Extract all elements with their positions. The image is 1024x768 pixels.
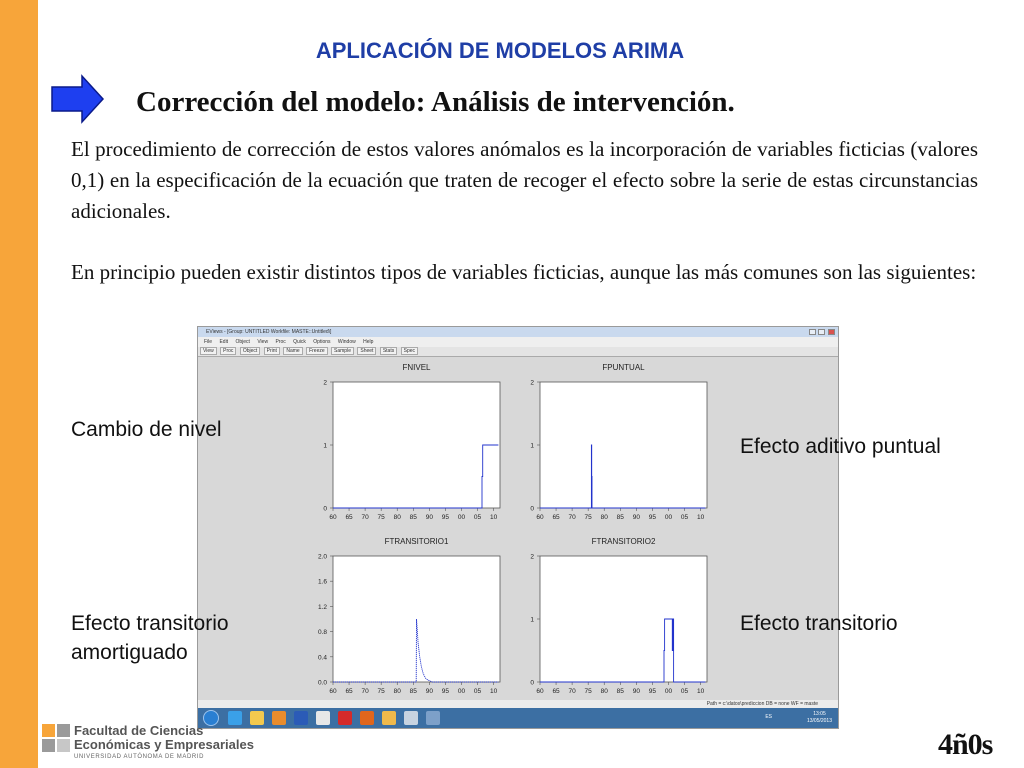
faculty-logo-icon — [42, 724, 70, 752]
app-icon[interactable] — [426, 711, 440, 725]
university-name: UNIVERSIDAD AUTÓNOMA DE MADRID — [74, 754, 205, 760]
x-tick-label: 10 — [489, 688, 498, 695]
x-tick-label: 65 — [345, 514, 353, 521]
x-tick-label: 75 — [377, 514, 385, 521]
x-tick-label: 80 — [600, 688, 608, 695]
x-tick-label: 80 — [600, 514, 608, 521]
x-tick-label: 60 — [329, 514, 337, 521]
y-tick-label: 2 — [323, 379, 327, 387]
chart-plot-area — [333, 382, 500, 508]
y-tick-label: 0 — [323, 505, 327, 513]
chart-title: FTRANSITORIO1 — [384, 537, 449, 546]
body-paragraph-2: En principio pueden existir distintos tipos de variables ficticias, aunque las más comunes son las siguientes: — [71, 260, 977, 284]
x-tick-label: 85 — [409, 688, 417, 695]
toolbar-stats-button[interactable]: Stats — [380, 347, 397, 355]
acrobat-icon[interactable] — [316, 711, 330, 725]
toolbar-object-button[interactable]: Object — [240, 347, 260, 355]
x-tick-label: 10 — [696, 514, 705, 521]
menu-object[interactable]: Object — [235, 339, 250, 345]
menu-view[interactable]: View — [257, 339, 269, 345]
x-tick-label: 70 — [361, 688, 369, 695]
slide-subtitle: Corrección del modelo: Análisis de intervención. — [136, 86, 735, 118]
x-tick-label: 75 — [584, 688, 592, 695]
x-tick-label: 95 — [648, 514, 657, 521]
body-paragraph-1: El procedimiento de corrección de estos valores anómalos es la incorporación de variables ficticias (valores 0,1) en la especificación de la ecuación que traten de recoger el efecto sobre la serie de estas circunstancias adicionales. — [71, 137, 978, 223]
chart-title: FNIVEL — [402, 363, 431, 372]
slide-heading: APLICACIÓN DE MODELOS ARIMA — [315, 38, 685, 63]
minimize-button[interactable] — [809, 329, 816, 335]
y-tick-label: 1 — [530, 616, 534, 624]
ie-icon[interactable] — [228, 711, 242, 725]
x-tick-label: 05 — [680, 514, 689, 521]
media-icon[interactable] — [272, 711, 286, 725]
x-tick-label: 65 — [345, 688, 353, 695]
eviews-window — [197, 326, 839, 729]
y-tick-label: 2.0 — [317, 553, 327, 561]
y-tick-label: 0.4 — [317, 654, 327, 662]
taskbar-clock[interactable] — [807, 711, 832, 725]
charts-area — [198, 357, 838, 700]
language-indicator[interactable]: ES — [765, 714, 772, 720]
label-transitory: Efecto transitorio — [740, 612, 898, 635]
x-tick-label: 00 — [664, 688, 673, 695]
clock-date: 13/05/2013 — [806, 718, 832, 724]
x-tick-label: 90 — [632, 514, 640, 521]
toolbar-spec-button[interactable]: Spec — [401, 347, 418, 355]
maximize-button[interactable] — [818, 329, 825, 335]
arrow-right-icon — [50, 74, 106, 124]
toolbar-sample-button[interactable]: Sample — [331, 347, 354, 355]
menu-options[interactable]: Options — [313, 339, 331, 345]
x-tick-label: 85 — [616, 688, 624, 695]
x-tick-label: 85 — [409, 514, 417, 521]
y-tick-label: 0 — [530, 505, 534, 513]
menu-proc[interactable]: Proc — [275, 339, 286, 345]
word-icon[interactable] — [294, 711, 308, 725]
toolbar-freeze-button[interactable]: Freeze — [306, 347, 328, 355]
y-tick-label: 1 — [530, 442, 534, 450]
chart-plot-area — [540, 556, 707, 682]
x-tick-label: 80 — [393, 514, 401, 521]
x-tick-label: 90 — [632, 688, 640, 695]
label-level-change: Cambio de nivel — [71, 418, 222, 441]
x-tick-label: 60 — [536, 688, 544, 695]
paint-icon[interactable] — [382, 711, 396, 725]
window-titlebar — [198, 327, 838, 337]
x-tick-label: 95 — [441, 688, 450, 695]
y-tick-label: 0.8 — [317, 629, 327, 637]
chart-plot-area — [540, 382, 707, 508]
x-tick-label: 75 — [377, 688, 385, 695]
x-tick-label: 65 — [552, 514, 560, 521]
menu-bar — [198, 337, 838, 347]
x-tick-label: 75 — [584, 514, 592, 521]
y-tick-label: 2 — [530, 379, 534, 387]
accent-side-bar — [0, 0, 38, 768]
status-bar — [198, 700, 838, 708]
x-tick-label: 90 — [425, 514, 433, 521]
x-tick-label: 70 — [568, 514, 576, 521]
toolbar-proc-button[interactable]: Proc — [220, 347, 236, 355]
folder-icon[interactable] — [250, 711, 264, 725]
label-damped-transitory: Efecto transitorio amortiguado — [71, 612, 229, 664]
x-tick-label: 90 — [425, 688, 433, 695]
anniversary-logo: 4ñ0s — [938, 728, 993, 761]
toolbar-name-button[interactable]: Name — [283, 347, 302, 355]
x-tick-label: 95 — [648, 688, 657, 695]
menu-help[interactable]: Help — [363, 339, 374, 345]
y-tick-label: 1.6 — [317, 578, 327, 586]
x-tick-label: 00 — [457, 688, 466, 695]
close-button[interactable] — [828, 329, 835, 335]
x-tick-label: 05 — [680, 688, 689, 695]
x-tick-label: 80 — [393, 688, 401, 695]
x-tick-label: 05 — [473, 688, 482, 695]
chart-title: FPUNTUAL — [602, 363, 645, 372]
toolbar-view-button[interactable]: View — [200, 347, 217, 355]
x-tick-label: 65 — [552, 688, 560, 695]
y-tick-label: 0 — [530, 679, 534, 687]
x-tick-label: 95 — [441, 514, 450, 521]
toolbar-sheet-button[interactable]: Sheet — [357, 347, 376, 355]
eviews-icon[interactable] — [404, 711, 418, 725]
windows-taskbar — [198, 708, 838, 728]
x-tick-label: 00 — [457, 514, 466, 521]
x-tick-label: 10 — [489, 514, 498, 521]
faculty-line-2: Económicas y Empresariales — [74, 737, 254, 752]
y-tick-label: 1.2 — [317, 603, 327, 611]
x-tick-label: 05 — [473, 514, 482, 521]
status-text: Path = c:\datos\prediccion DB = none WF = maste — [706, 701, 818, 707]
y-tick-label: 2 — [530, 553, 534, 561]
window-title: EViews - [Group: UNTITLED Workfile: MASTE::Untitled\] — [206, 329, 332, 335]
toolbar-print-button[interactable]: Print — [264, 347, 280, 355]
faculty-name — [74, 724, 254, 752]
x-tick-label: 60 — [536, 514, 544, 521]
clock-time: 13:05 — [813, 711, 826, 717]
x-tick-label: 00 — [664, 514, 673, 521]
x-tick-label: 85 — [616, 514, 624, 521]
label-point-effect: Efecto aditivo puntual — [740, 435, 941, 458]
menu-edit[interactable]: Edit — [219, 339, 229, 345]
x-tick-label: 70 — [361, 514, 369, 521]
faculty-line-1: Facultad de Ciencias — [74, 723, 204, 738]
menu-window[interactable]: Window — [337, 339, 356, 345]
x-tick-label: 10 — [696, 688, 705, 695]
menu-quick[interactable]: Quick — [293, 339, 306, 345]
chart-title: FTRANSITORIO2 — [591, 537, 656, 546]
menu-file[interactable]: File — [204, 339, 213, 345]
y-tick-label: 0.0 — [317, 679, 327, 687]
opera-icon[interactable] — [338, 711, 352, 725]
group-toolbar — [198, 347, 838, 357]
x-tick-label: 70 — [568, 688, 576, 695]
x-tick-label: 60 — [329, 688, 337, 695]
y-tick-label: 1 — [323, 442, 327, 450]
firefox-icon[interactable] — [360, 711, 374, 725]
